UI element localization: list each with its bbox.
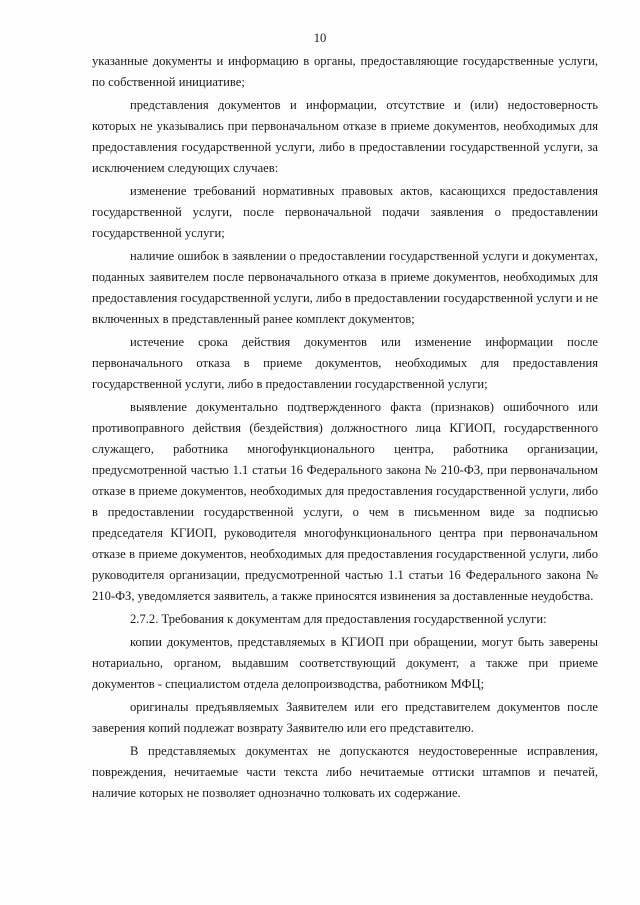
paragraph-erroneous-action: выявление документально подтвержденного факта (признаков) ошибочного или противоправного действия (бездействия) должностного лица КГИОП, государственного служащего, работника многофункционального центра, работника организации, предусмотренной частью 1.1 статьи 16 Федерального закона № 210-ФЗ, при первоначальном отказе в приеме документов, необходимых для предоставления государственной услуги, либо в предоставлении государственной услуги, о чем в письменном виде за подписью председателя КГИОП, руководителя многофункционального центра при первоначальном отказе в приеме документов, необходимых для предоставления государственной услуги, либо руководителя организации, предусмотренной частью 1.1 статьи 16 Федерального закона № 210-ФЗ, уведомляется заявитель, а также приносятся извинения за доставленные неудобства. [92, 400, 598, 603]
paragraph-continuation: указанные документы и информацию в органы, предоставляющие государственные услуги, по собственной инициативе; [92, 54, 598, 89]
page-number: 10 [313, 31, 327, 45]
paragraph-copies-certification: копии документов, представляемых в КГИОП при обращении, могут быть заверены нотариально, органом, выдавшим соответствующий документ, а также при приеме документов - специалистом отдела делопроизводства, работником МФЦ; [92, 635, 598, 691]
paragraph-errors-in-application: наличие ошибок в заявлении о предоставлении государственной услуги и документах, поданных заявителем после первоначального отказа в приеме документов, необходимых для предоставления государственной услуги, либо в предоставлении государственной услуги и не включенных в представленный ранее комплект документов; [92, 249, 598, 326]
document-body [92, 51, 598, 804]
paragraph-no-corrections: В представляемых документах не допускаются неудостоверенные исправления, повреждения, нечитаемые части текста либо нечитаемые оттиски штампов и печатей, наличие которых не позволяет однозначно толковать их содержание. [92, 744, 598, 800]
paragraph-documents-expiry: истечение срока действия документов или изменение информации после первоначального отказа в приеме документов, необходимых для предоставления государственной услуги, либо в предоставлении государственной услуги; [92, 335, 598, 391]
paragraph-requirements-change: изменение требований нормативных правовых актов, касающихся предоставления государственной услуги, после первоначальной подачи заявления о предоставлении государственной услуги; [92, 184, 598, 240]
paragraph-originals-return: оригиналы предъявляемых Заявителем или его представителем документов после заверения копий подлежат возврату Заявителю или его представителю. [92, 700, 598, 735]
paragraph-documents-missing: представления документов и информации, отсутствие и (или) недостоверность которых не указывались при первоначальном отказе в приеме документов, необходимых для предоставления государственной услуги, либо в предоставлении государственной услуги, за исключением следующих случаев: [92, 98, 598, 175]
section-heading-2-7-2: 2.7.2. Требования к документам для предоставления государственной услуги: [130, 612, 547, 626]
